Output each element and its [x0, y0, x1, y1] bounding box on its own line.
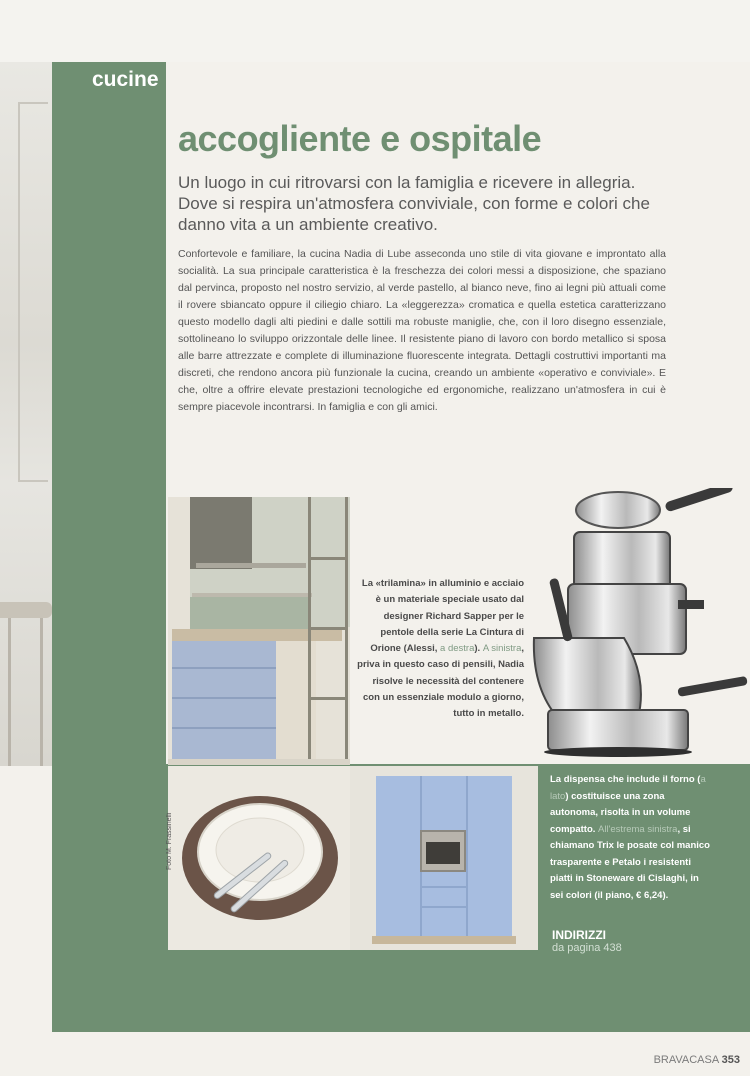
page-footer — [640, 1054, 740, 1070]
pots-caption: La «trilamina» in alluminio e acciaio è un materiale speciale usato dal designer Richard Sapper per le pentole della serie La Cintura di Orione (Alessi, a destra). A sinistra, priva in questo caso di pensili, Nadia risolve le necessità del contenere con un essenziale modulo a giorno, tutto in metallo. — [357, 578, 524, 720]
magazine-name: BRAVACASA — [653, 1054, 719, 1066]
previous-page-bleed — [0, 0, 750, 62]
plates-photo — [168, 766, 350, 950]
article-title: accogliente e ospitale — [178, 118, 542, 159]
article-subtitle: Un luogo in cui ritrovarsi con la famiglia e ricevere in allegria. Dove si respira un'atmosfera conviviale, con forme e colori che danno vita a un ambiente creativo. — [178, 173, 650, 234]
page-number: 353 — [721, 1054, 740, 1066]
section-label: cucine — [92, 68, 159, 91]
pantry-photo — [350, 766, 538, 950]
bleed-text — [120, 8, 750, 58]
kitchen-photo — [168, 497, 350, 765]
pots-photo — [528, 488, 750, 760]
article-body: Confortevole e familiare, la cucina Nadia di Lube asseconda uno stile di vita giovane e improntato alla socialità. La sua principale caratteristica è la freschezza dei colori messi a disposizione, che spaziano dal pervinca, proposto nel nostro servizio, al verde pastello, al bianco neve, fino ai legni più attuali come il rovere sbiancato oppure il ciliegio chiaro. La «leggerezza» cromatica e quella estetica caratterizzano questo modello dagli alti piedini e dalle sottili ma robuste maniglie, che, con il loro disegno essenziale, sottolineano lo sviluppo orizzontale delle linee. Il resistente piano di lavoro con bordo metallico si sposa alle barre attrezzate e complete di illuminazione fluorescente integrata. Dettagli costruttivi importanti ma discreti, che rendono ancora più funzionale la cucina, creando un ambiente «operativo e conviviale». E che, oltre a offrire elevate prestazioni tecnologiche ed ergonomiche, realizzano un'atmosfera in cui è sempre piacevole incontrarsi. In famiglia e con gli amici. — [178, 248, 666, 413]
photo-credit: Foto M. Frassinelli — [166, 812, 173, 870]
left-kitchen-photo — [0, 62, 52, 766]
addresses-label: INDIRIZZI — [552, 928, 606, 942]
addresses-page-ref: da pagina 438 — [552, 942, 622, 954]
pantry-caption: La dispensa che include il forno (a lato) costituisce una zona autonoma, risolta in un volume compatto. All'estrema sinistra, si chiamano Trix le posate col manico trasparente e Petalo i resistenti piatti in Stoneware di Cislaghi, in sei colori (il piano, € 6,24). — [550, 774, 710, 901]
